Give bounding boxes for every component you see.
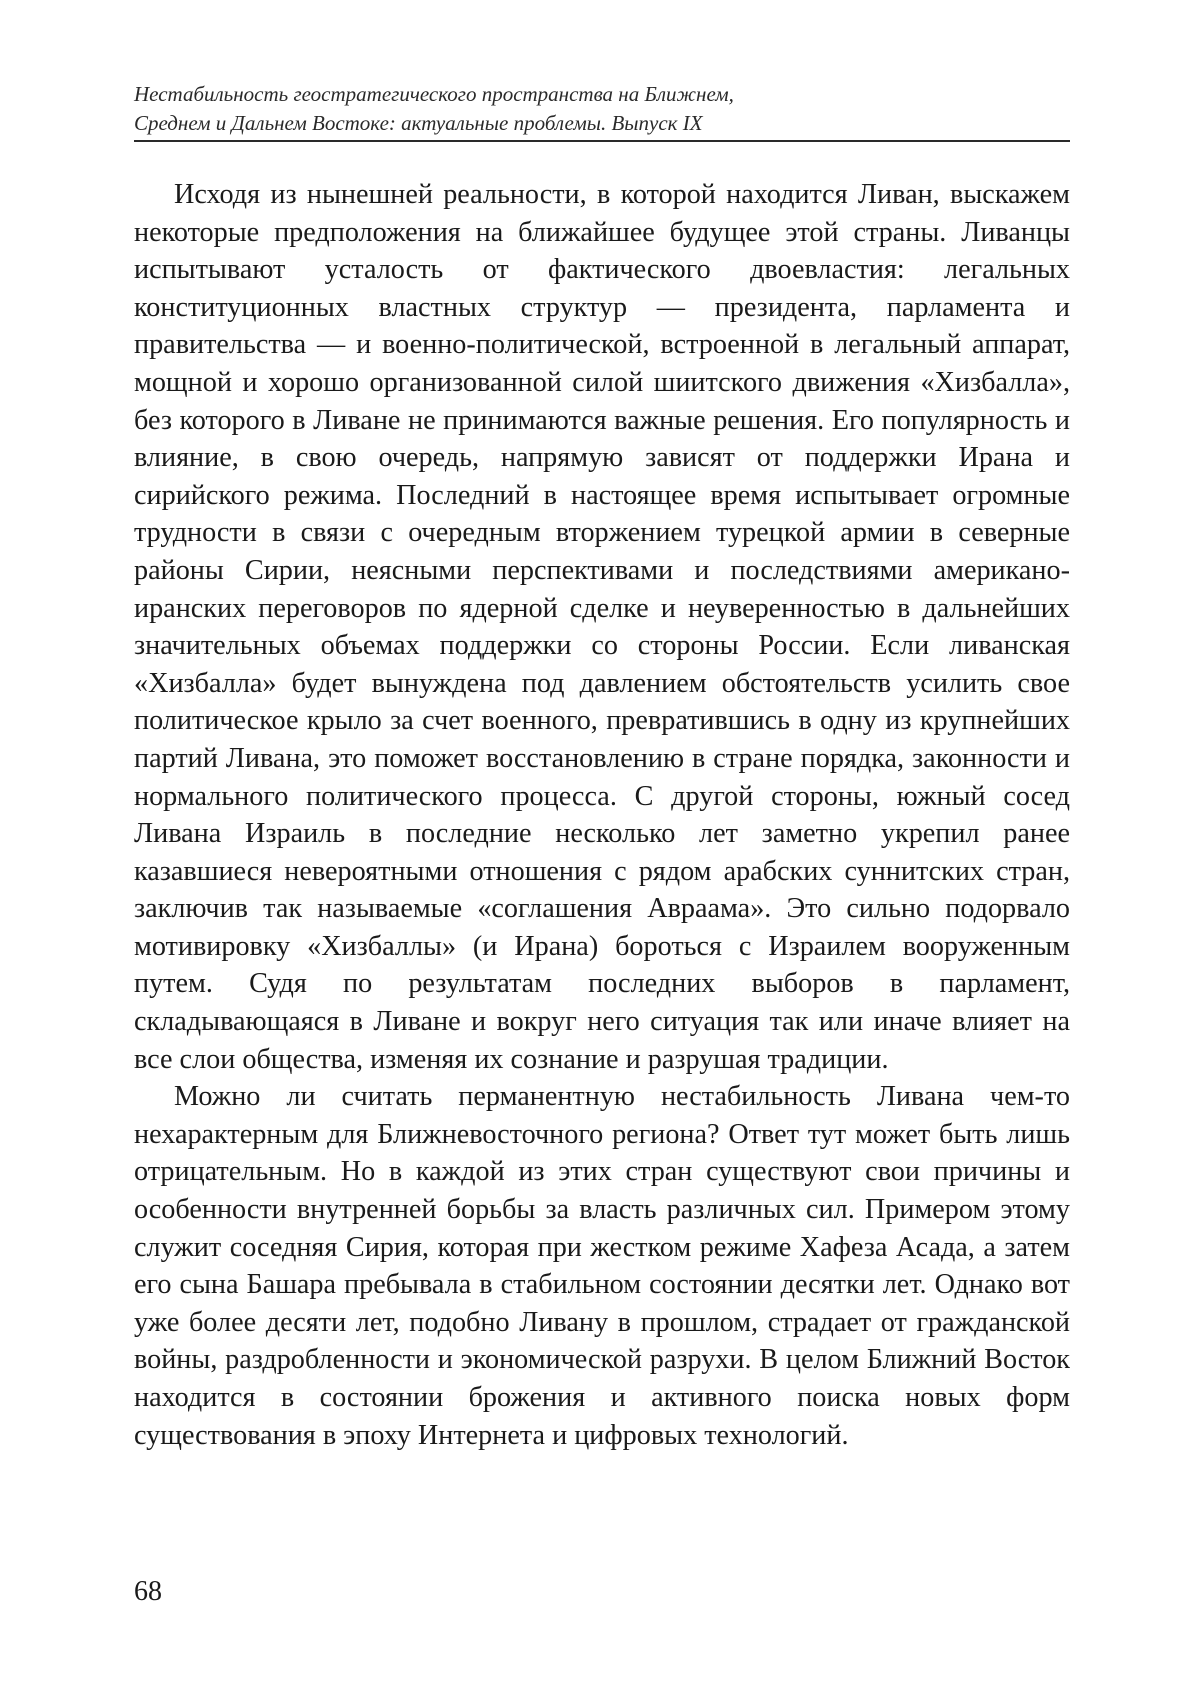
running-header (134, 80, 1070, 138)
page-number: 68 (134, 1576, 162, 1607)
body-text (134, 176, 1070, 1454)
paragraph-2: Можно ли считать перманентную нестабильность Ливана чем-то нехарактерным для Ближневосточного региона? Ответ тут может быть лишь отрицательным. Но в каждой из этих стран существуют свои причины и особенности внутренней борьбы за власть различных сил. Примером этому служит соседняя Сирия, которая при жестком режиме Хафеза Асада, а затем его сына Башара пребывала в стабильном состоянии десятки лет. Однако вот уже более десяти лет, подобно Ливану в прошлом, страдает от гражданской войны, раздробленности и экономической разрухи. В целом Ближний Восток находится в состоянии брожения и активного поиска новых форм существования в эпоху Интернета и цифровых технологий. (134, 1081, 1070, 1451)
running-header-line-2: Среднем и Дальнем Востоке: актуальные проблемы. Выпуск IX (134, 111, 703, 135)
header-divider (134, 140, 1070, 142)
running-header-line-1: Нестабильность геостратегического пространства на Ближнем, (134, 82, 734, 106)
paragraph-1: Исходя из нынешней реальности, в которой находится Ливан, выскажем некоторые предположения на ближайшее будущее этой страны. Ливанцы испытывают усталость от фактического двоевластия: легальных конституционных властных структур — президента, парламента и правительства — и военно-политической, встроенной в легальный аппарат, мощной и хорошо организованной силой шиитского движения «Хизбалла», без которого в Ливане не принимаются важные решения. Его популярность и влияние, в свою очередь, напрямую зависят от поддержки Ирана и сирийского режима. Последний в настоящее время испытывает огромные трудности в связи с очередным вторжением турецкой армии в северные районы Сирии, неясными перспективами и последствиями американо-иранских переговоров по ядерной сделке и неуверенностью в дальнейших значительных объемах поддержки со стороны России. Если ливанская «Хизбалла» будет вынуждена под давлением обстоятельств усилить свое политическое крыло за счет военного, превратившись в одну из крупнейших партий Ливана, это поможет восстановлению в стране порядка, законности и нормального политического процесса. С другой стороны, южный сосед Ливана Израиль в последние несколько лет заметно укрепил ранее казавшиеся невероятными отношения с рядом арабских суннитских стран, заключив так называемые «соглашения Авраама». Это сильно подорвало мотивировку «Хизбаллы» (и Ирана) бороться с Израилем вооруженным путем. Судя по результатам последних выборов в парламент, складывающаяся в Ливане и вокруг него ситуация так или иначе влияет на все слои общества, изменяя их сознание и разрушая традиции. (134, 179, 1070, 1075)
